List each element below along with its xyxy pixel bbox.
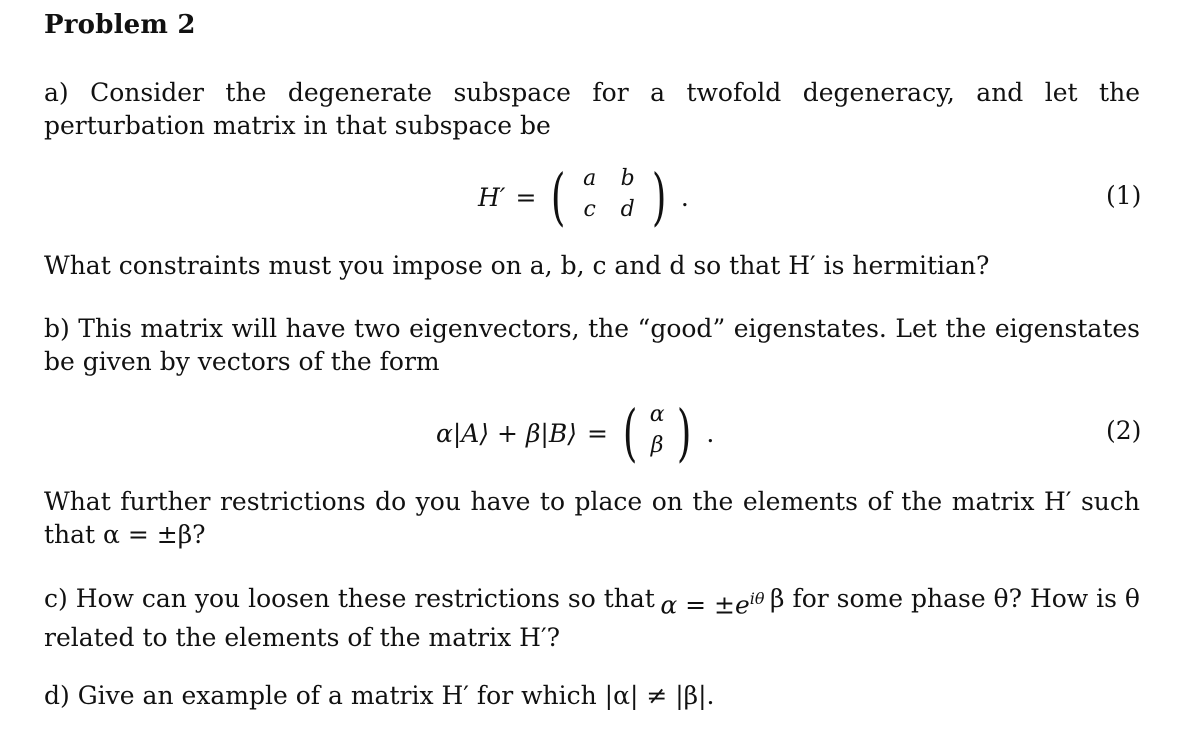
eq2-lhs: α|A⟩ + β|B⟩ [436, 418, 577, 448]
matrix-element-a: a [583, 166, 597, 191]
matrix-element-d: d [620, 197, 635, 222]
part-a-question: What constraints must you impose on a, b, c and d so that H′ is hermitian? [44, 251, 990, 280]
part-c-text [44, 582, 1140, 654]
perturbation-matrix [571, 166, 647, 228]
eq2-left-paren: ( [622, 396, 638, 469]
part-c-expr-base: α = ±e [660, 590, 750, 620]
vector-element-beta: β [650, 433, 664, 458]
part-d-text: d) Give an example of a matrix H′ for which |α| ≠ |β|. [44, 681, 715, 710]
eq1-equals: = [515, 182, 537, 212]
part-a-intro: a) Consider the degenerate subspace for a twofold degeneracy, and let the perturbation matrix in that subspace be [44, 78, 1140, 140]
part-c-prefix: c) How can you loosen these restrictions so that [44, 584, 655, 613]
problem-heading: Problem 2 [44, 10, 196, 40]
eigen-vector [642, 402, 672, 464]
part-c-line-2: related to the elements of the matrix H′? [44, 623, 561, 653]
equation-1 [478, 162, 689, 232]
eq2-equals: = [586, 418, 608, 448]
eq2-right-paren: ) [676, 396, 692, 469]
equation-2 [436, 398, 714, 468]
part-c-expr-sup: iθ [749, 589, 765, 608]
part-b-intro: b) This matrix will have two eigenvectors, the “good” eigenstates. Let the eigenstates be given by vectors of the form [44, 314, 1140, 376]
eq1-left-paren: ( [551, 160, 566, 233]
eq1-period: . [680, 182, 689, 212]
equation-1-number: (1) [1106, 181, 1142, 210]
part-b-question: What further restrictions do you have to place on the elements of the matrix H′ such that α = ±β? [44, 487, 1140, 549]
eq2-period: . [706, 418, 715, 448]
part-c-expression [660, 582, 764, 621]
part-c-rest: β for some phase θ? How is θ [770, 584, 1140, 613]
vector-element-alpha: α [649, 402, 665, 427]
matrix-element-b: b [620, 166, 635, 191]
part-c-line-1 [44, 582, 1140, 621]
eq1-right-paren: ) [651, 160, 667, 233]
eq1-lhs: H′ [478, 182, 506, 212]
equation-2-number: (2) [1106, 416, 1142, 445]
matrix-element-c: c [583, 197, 596, 222]
